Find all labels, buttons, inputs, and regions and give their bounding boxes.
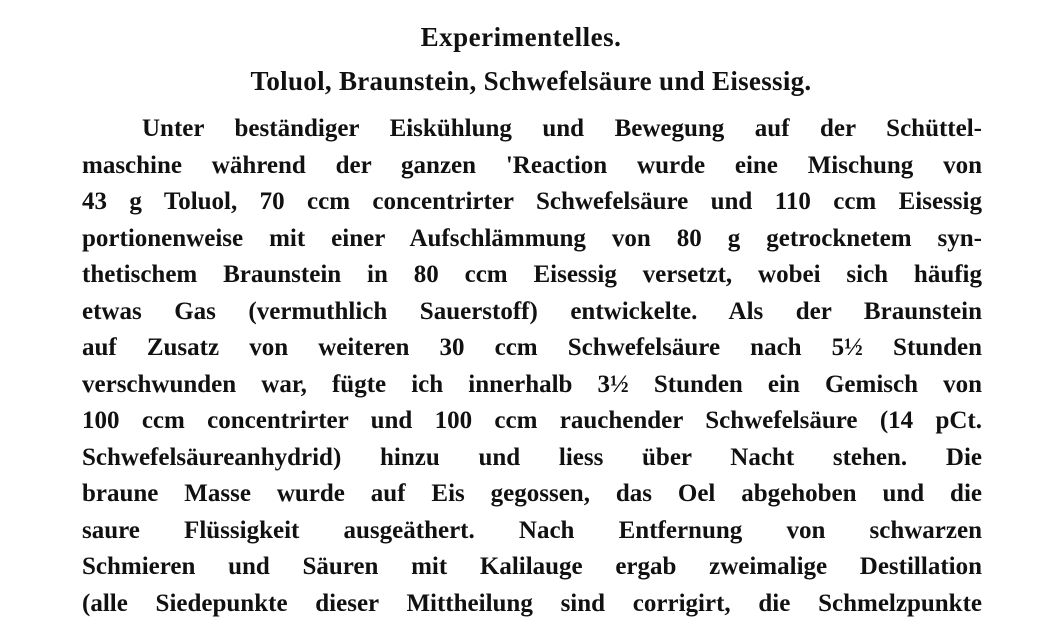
paragraph-line: braune Masse wurde auf Eis gegossen, das Oel abgehoben und die bbox=[82, 476, 982, 513]
paragraph-line: verschwunden war, fügte ich innerhalb 3½ Stunden ein Gemisch von bbox=[82, 367, 982, 404]
paragraph-line: saure Flüssigkeit ausgeäthert. Nach Entfernung von schwarzen bbox=[82, 513, 982, 550]
paragraph-line: (alle Siedepunkte dieser Mittheilung sind corrigirt, die Schmelzpunkte bbox=[82, 586, 982, 622]
paragraph-line: etwas Gas (vermuthlich Sauerstoff) entwickelte. Als der Braunstein bbox=[82, 294, 982, 331]
paragraph-line: Unter beständiger Eiskühlung und Bewegung auf der Schüttel- bbox=[82, 111, 982, 148]
experiment-subheading: Toluol, Braunstein, Schwefelsäure und Eisessig. bbox=[0, 64, 1042, 98]
paragraph-line: 100 ccm concentrirter und 100 ccm rauchender Schwefelsäure (14 pCt. bbox=[82, 403, 982, 440]
paragraph-line: portionenweise mit einer Aufschlämmung von 80 g getrocknetem syn- bbox=[82, 221, 982, 258]
paragraph bbox=[82, 111, 982, 622]
paragraph-line: 43 g Toluol, 70 ccm concentrirter Schwefelsäure und 110 ccm Eisessig bbox=[82, 184, 982, 221]
paragraph-line: Schmieren und Säuren mit Kalilauge ergab zweimalige Destillation bbox=[82, 549, 982, 586]
paragraph-line: maschine während der ganzen 'Reaction wurde eine Mischung von bbox=[82, 148, 982, 185]
paragraph-line: Schwefelsäureanhydrid) hinzu und liess über Nacht stehen. Die bbox=[82, 440, 982, 477]
section-heading: Experimentelles. bbox=[0, 20, 1042, 54]
paragraph-line: auf Zusatz von weiteren 30 ccm Schwefelsäure nach 5½ Stunden bbox=[82, 330, 982, 367]
paragraph-line: thetischem Braunstein in 80 ccm Eisessig versetzt, wobei sich häufig bbox=[82, 257, 982, 294]
